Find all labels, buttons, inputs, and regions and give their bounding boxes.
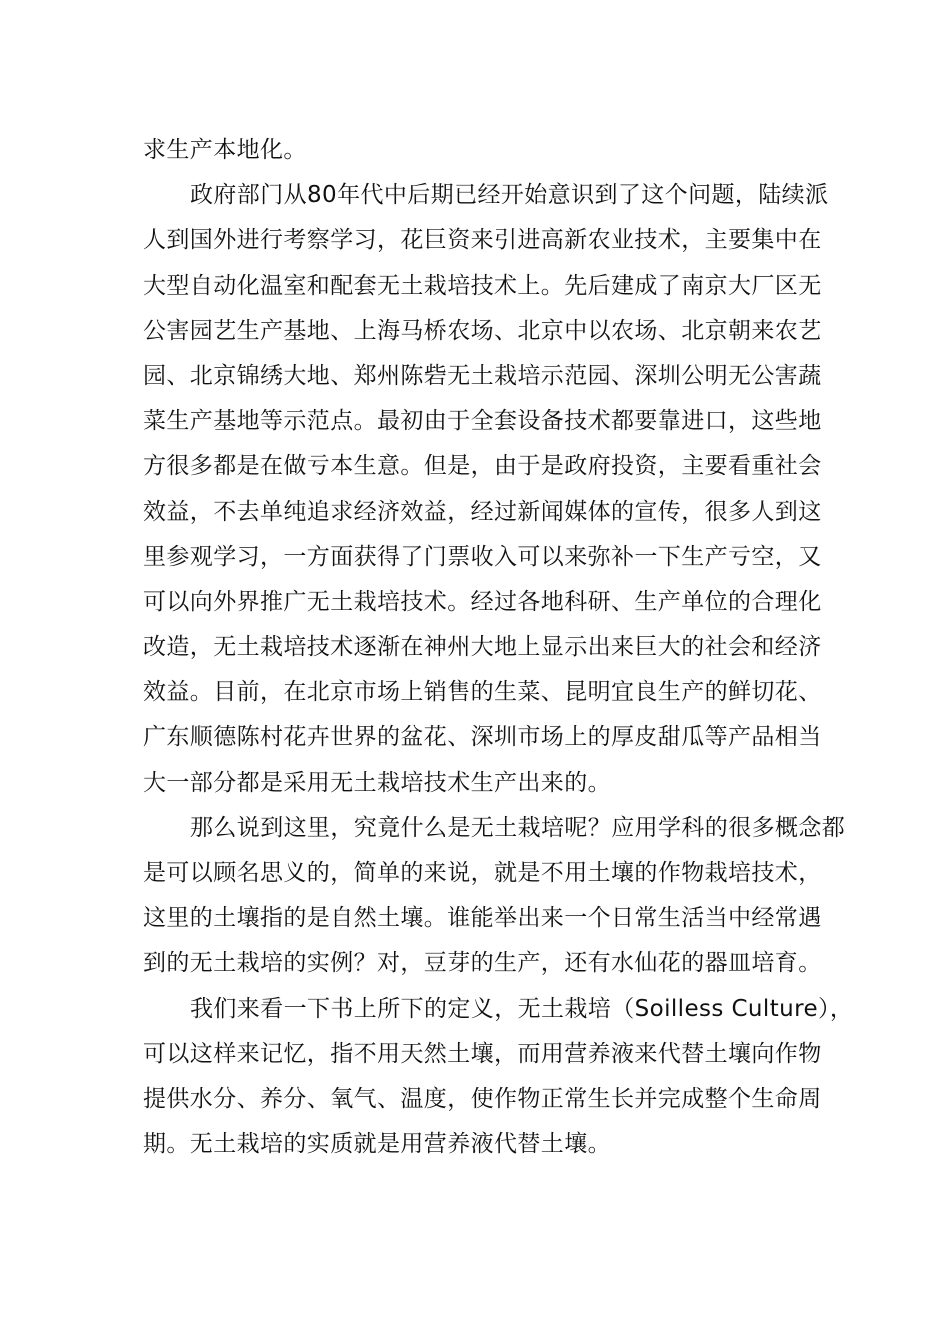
text-line: 效益，不去单纯追求经济效益，经过新闻媒体的宣传，很多人到这: [143, 498, 822, 525]
text-line: 方很多都是在做亏本生意。但是，由于是政府投资，主要看重社会: [143, 453, 822, 480]
text-line: 可以这样来记忆，指不用天然土壤，而用营养液来代替土壤向作物: [143, 1040, 822, 1067]
paragraph-4: [143, 987, 854, 1168]
text-line: 人到国外进行考察学习，花巨资来引进高新农业技术，主要集中在: [143, 227, 822, 254]
text-line: 提供水分、养分、氧气、温度，使作物正常生长并完成整个生命周: [143, 1085, 822, 1112]
paragraph-1: [143, 128, 809, 173]
text-line: 求生产本地化。: [143, 137, 307, 163]
text-line: 大一部分都是采用无土栽培技术生产出来的。: [143, 769, 611, 796]
text-line: 里参观学习，一方面获得了门票收入可以来弥补一下生产亏空，又: [143, 543, 822, 570]
text-line: 到的无土栽培的实例？对，豆芽的生产，还有水仙花的器皿培育。: [143, 950, 822, 977]
text-line: 是可以顾名思义的，简单的来说，就是不用土壤的作物栽培技术，: [143, 860, 822, 886]
text-line: 菜生产基地等示范点。最初由于全套设备技术都要靠进口，这些地: [143, 408, 822, 435]
text-line: 政府部门从80年代中后期已经开始意识到了这个问题，陆续派: [190, 182, 829, 209]
text-line: 可以向外界推广无土栽培技术。经过各地科研、生产单位的合理化: [143, 588, 822, 615]
text-line: 这里的土壤指的是自然土壤。谁能举出来一个日常生活当中经常遇: [143, 905, 822, 932]
text-line: 那么说到这里，究竟什么是无土栽培呢？应用学科的很多概念都: [190, 814, 846, 841]
paragraph-2: [143, 173, 829, 806]
text-line: 广东顺德陈村花卉世界的盆花、深圳市场上的厚皮甜瓜等产品相当: [143, 724, 822, 751]
paragraph-3: [143, 806, 846, 987]
document-body: [143, 128, 854, 1167]
text-line: 效益。目前，在北京市场上销售的生菜、昆明宜良生产的鲜切花、: [143, 679, 822, 706]
text-line: 公害园艺生产基地、上海马桥农场、北京中以农场、北京朝来农艺: [143, 317, 822, 344]
text-line: 期。无土栽培的实质就是用营养液代替土壤。: [143, 1131, 611, 1158]
text-line: 改造，无土栽培技术逐渐在神州大地上显示出来巨大的社会和经济: [143, 634, 822, 661]
text-line: 大型自动化温室和配套无土栽培技术上。先后建成了南京大厂区无: [143, 272, 822, 299]
text-line: 我们来看一下书上所下的定义，无土栽培（Soilless Culture），: [190, 995, 854, 1022]
text-line: 园、北京锦绣大地、郑州陈砦无土栽培示范园、深圳公明无公害蔬: [143, 362, 822, 389]
